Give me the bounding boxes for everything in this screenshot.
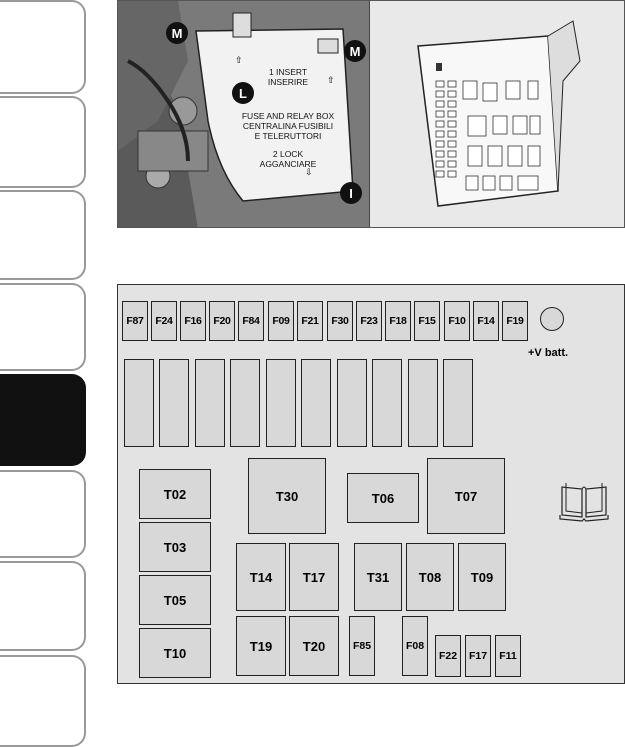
empty-slot xyxy=(124,359,154,447)
section-tab-4[interactable] xyxy=(0,283,86,371)
marker-m-right: M xyxy=(344,40,366,62)
section-tab-7[interactable] xyxy=(0,561,86,651)
fuse-f30: F30 xyxy=(327,301,353,341)
section-tab-1[interactable] xyxy=(0,0,86,94)
marker-l: L xyxy=(232,82,254,104)
arrow-down-icon: ⇩ xyxy=(305,167,313,177)
insert-instruction: 1 INSERT INSERIRE xyxy=(267,67,309,87)
relay-t07: T07 xyxy=(427,458,505,534)
section-tab-3[interactable] xyxy=(0,190,86,280)
fuse-f15: F15 xyxy=(414,301,440,341)
section-tab-5-active[interactable] xyxy=(0,374,86,466)
empty-slot xyxy=(266,359,296,447)
relay-t03: T03 xyxy=(139,522,211,572)
fuse-f08: F08 xyxy=(402,616,428,676)
fuse-f87: F87 xyxy=(122,301,148,341)
relay-t09: T09 xyxy=(458,543,506,611)
fuse-f20: F20 xyxy=(209,301,235,341)
fuse-f19: F19 xyxy=(502,301,528,341)
relay-t06: T06 xyxy=(347,473,419,523)
box-label: FUSE AND RELAY BOX CENTRALINA FUSIBILI E TELERUTTORI xyxy=(241,111,335,141)
fuse-box-photo xyxy=(117,0,625,228)
relay-t05: T05 xyxy=(139,575,211,625)
fuse-f23: F23 xyxy=(356,301,382,341)
arrow-up-icon: ⇧ xyxy=(327,75,335,85)
lock-instruction: 2 LOCK AGGANCIARE xyxy=(259,149,317,169)
manual-book-icon xyxy=(558,479,610,523)
fuse-f16: F16 xyxy=(180,301,206,341)
empty-slot xyxy=(372,359,402,447)
battery-terminal-label: +V batt. xyxy=(528,347,569,359)
fuse-f21: F21 xyxy=(297,301,323,341)
arrow-up-icon: ⇧ xyxy=(235,55,243,65)
fuse-box-illustration xyxy=(118,1,625,228)
empty-slot xyxy=(159,359,189,447)
empty-slot xyxy=(230,359,260,447)
relay-t10: T10 xyxy=(139,628,211,678)
battery-terminal xyxy=(540,307,564,331)
fuse-f11: F11 xyxy=(495,635,521,677)
empty-slot xyxy=(337,359,367,447)
empty-slot xyxy=(443,359,473,447)
relay-t19: T19 xyxy=(236,616,286,676)
relay-t17: T17 xyxy=(289,543,339,611)
fuse-f10: F10 xyxy=(444,301,470,341)
fuse-f24: F24 xyxy=(151,301,177,341)
relay-t14: T14 xyxy=(236,543,286,611)
relay-t30: T30 xyxy=(248,458,326,534)
section-tab-8[interactable] xyxy=(0,655,86,747)
empty-slot xyxy=(408,359,438,447)
marker-i: I xyxy=(340,182,362,204)
section-tab-6[interactable] xyxy=(0,470,86,558)
fuse-f18: F18 xyxy=(385,301,411,341)
fuse-layout-diagram xyxy=(117,284,625,684)
relay-t31: T31 xyxy=(354,543,402,611)
relay-t02: T02 xyxy=(139,469,211,519)
fuse-f09: F09 xyxy=(268,301,294,341)
relay-t20: T20 xyxy=(289,616,339,676)
empty-slot xyxy=(195,359,225,447)
section-tab-2[interactable] xyxy=(0,96,86,188)
fuse-f84: F84 xyxy=(238,301,264,341)
fuse-f85: F85 xyxy=(349,616,375,676)
marker-m-top: M xyxy=(166,22,188,44)
fuse-f17: F17 xyxy=(465,635,491,677)
fuse-f22: F22 xyxy=(435,635,461,677)
empty-slot xyxy=(301,359,331,447)
fuse-f14: F14 xyxy=(473,301,499,341)
relay-t08: T08 xyxy=(406,543,454,611)
